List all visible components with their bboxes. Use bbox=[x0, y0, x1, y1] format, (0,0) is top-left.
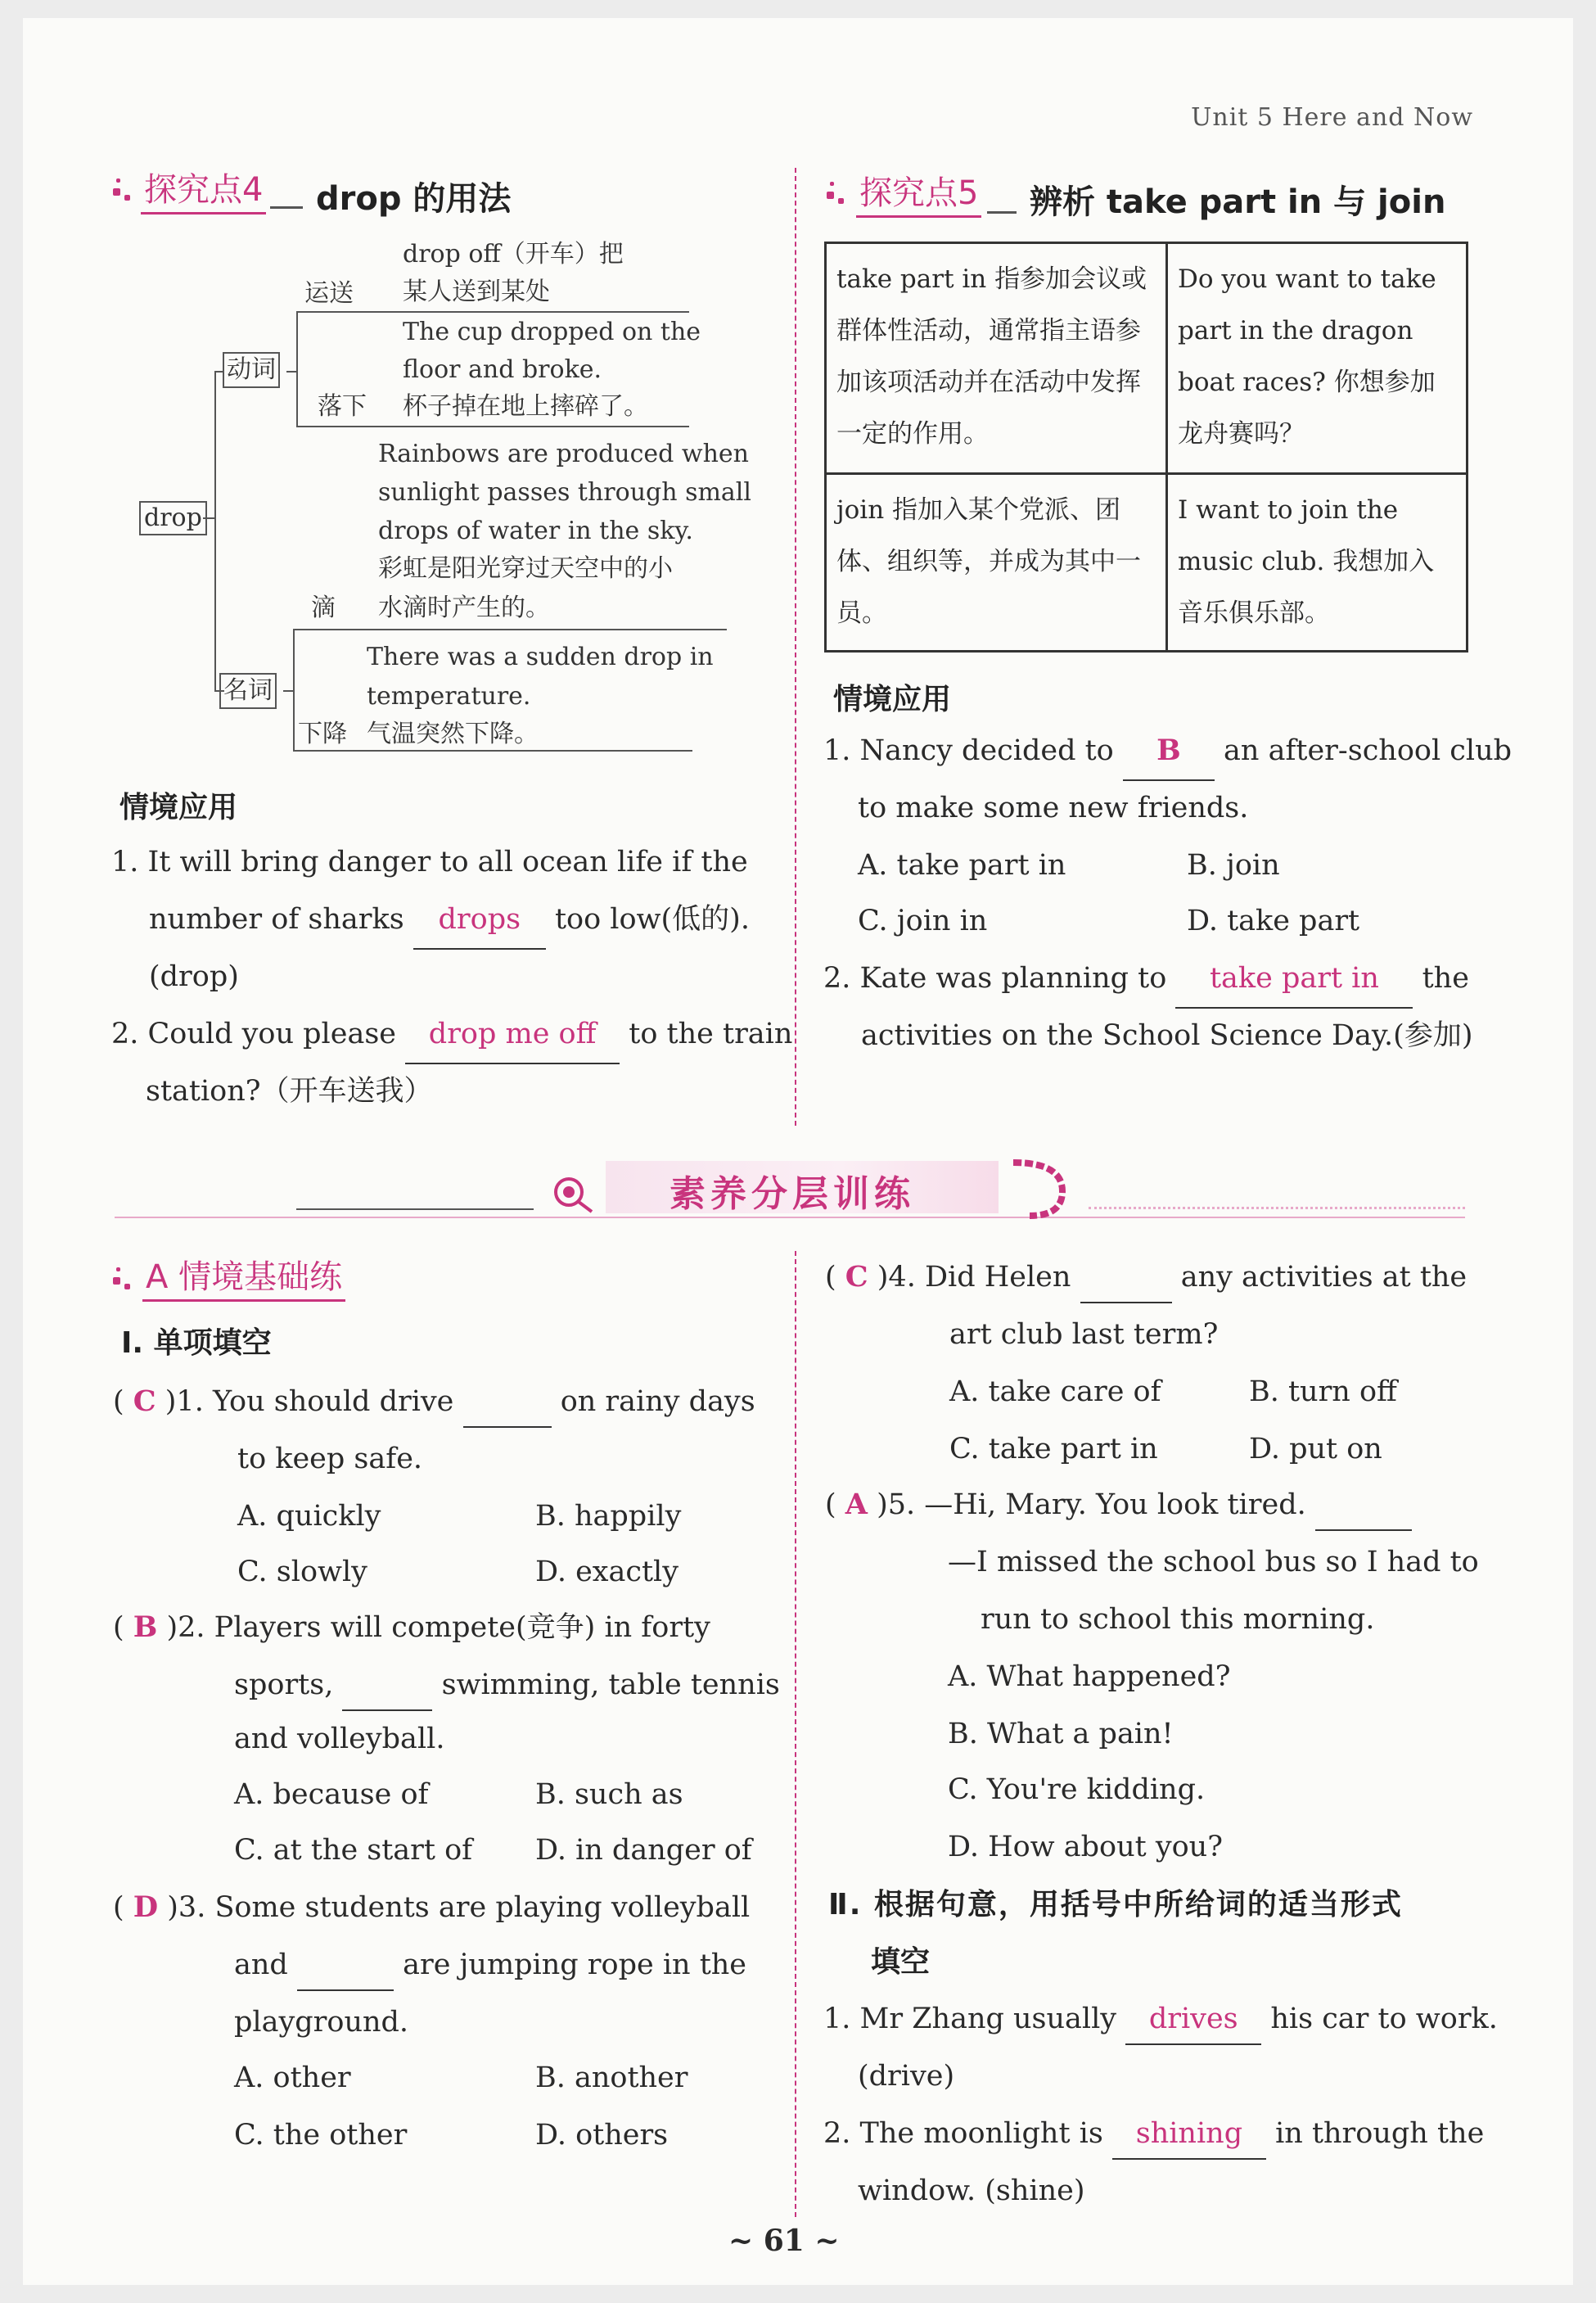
q1-text-post: an after-school club bbox=[1224, 734, 1513, 767]
option-d: D. exactly bbox=[535, 1556, 679, 1588]
q2-text-post: the bbox=[1422, 962, 1469, 995]
apply-left-q2-line1 bbox=[111, 1005, 792, 1064]
option-d: D. take part bbox=[1187, 905, 1360, 937]
q-text: —I missed the school bus so I had to bbox=[948, 1546, 1479, 1578]
magnifier-icon bbox=[544, 1171, 602, 1217]
option-c: C. the other bbox=[234, 2119, 408, 2152]
q-text: on rainy days bbox=[560, 1385, 755, 1418]
page-number: ~ 61 ~ bbox=[728, 2224, 840, 2258]
part2-q2 bbox=[823, 2109, 1484, 2160]
explore-tag-5: 探究点5 bbox=[856, 167, 981, 218]
noun-example-1b: sunlight passes through small bbox=[378, 478, 751, 507]
verb-meaning-2: 落下 bbox=[318, 392, 367, 421]
q1-answer: B bbox=[1123, 722, 1215, 781]
q-text: any activities at the bbox=[1180, 1261, 1468, 1294]
banner-swirl-icon bbox=[1005, 1154, 1079, 1220]
p2q1-answer: drives bbox=[1125, 1994, 1261, 2045]
q-text: 1. Mr Zhang usually bbox=[823, 2003, 1117, 2035]
option-c: C. join in bbox=[858, 905, 988, 937]
noun-example-1a: Rainbows are produced when bbox=[378, 440, 749, 468]
q-text: playground. bbox=[234, 2006, 409, 2039]
question-2: ( B )2. Players will compete(竞争) in forty bbox=[113, 1610, 710, 1644]
q1-text-pre: number of sharks bbox=[149, 903, 404, 936]
apply-heading-right: 情境应用 bbox=[833, 683, 952, 716]
noun-meaning-2: 下降 bbox=[298, 720, 347, 748]
option-a: A. take part in bbox=[858, 849, 1066, 882]
apply-left-q2-line2: station?（开车送我） bbox=[146, 1075, 433, 1108]
option-d: D. How about you? bbox=[948, 1831, 1223, 1863]
q-text: window. (shine) bbox=[858, 2174, 1085, 2207]
q-text: run to school this morning. bbox=[981, 1603, 1375, 1636]
noun-example-2b: temperature. bbox=[367, 682, 531, 711]
answer-letter: B bbox=[133, 1610, 158, 1644]
q-text: 1. You should drive bbox=[176, 1385, 454, 1418]
q2-text-pre: 2. Kate was planning to bbox=[823, 962, 1167, 995]
option-a: A. other bbox=[234, 2061, 351, 2094]
answer-letter: C bbox=[133, 1384, 156, 1418]
answer-letter: A bbox=[845, 1488, 868, 1521]
table-cell: Do you want to take part in the dragon boat races? 你想参加龙舟赛吗？ bbox=[1167, 243, 1468, 474]
noun-example-2a: There was a sudden drop in bbox=[367, 643, 714, 671]
q-text: and volleyball. bbox=[234, 1723, 445, 1755]
noun-example-1d: 彩虹是阳光穿过天空中的小 bbox=[378, 554, 673, 583]
section-marker-icon bbox=[113, 1267, 133, 1292]
apply-right-q1-line1 bbox=[823, 722, 1512, 781]
q2-answer: drop me off bbox=[405, 1005, 620, 1064]
section-marker-icon bbox=[827, 182, 846, 206]
option-d: D. put on bbox=[1249, 1433, 1382, 1465]
part2-heading-cont: 填空 bbox=[871, 1945, 931, 1979]
noun-example-1c: drops of water in the sky. bbox=[378, 517, 693, 545]
apply-right-q2-line2: activities on the School Science Day.(参加) bbox=[861, 1019, 1473, 1052]
p2q2-answer: shining bbox=[1112, 2109, 1266, 2160]
q-text: (drive) bbox=[858, 2060, 955, 2093]
question-3: ( D )3. Some students are playing volleyball bbox=[113, 1890, 751, 1924]
answer-letter: D bbox=[133, 1890, 159, 1924]
q-text: 5. —Hi, Mary. You look tired. bbox=[887, 1488, 1306, 1521]
table-cell: I want to join the music club. 我想加入音乐俱乐部。 bbox=[1167, 474, 1468, 652]
question-5: ( A )5. —Hi, Mary. You look tired. bbox=[825, 1480, 1412, 1531]
banner-rule-left bbox=[296, 1208, 534, 1210]
verb-example-1b: 某人送到某处 bbox=[403, 278, 550, 306]
q-text: are jumping rope in the bbox=[403, 1949, 747, 1981]
answer-letter: C bbox=[845, 1260, 868, 1294]
apply-right-q2-line1 bbox=[823, 950, 1469, 1009]
question-1: ( C )1. You should drive on rainy days bbox=[113, 1377, 755, 1428]
q-text: and bbox=[234, 1949, 288, 1981]
q-text: sports, bbox=[234, 1669, 334, 1701]
q2-answer: take part in bbox=[1175, 950, 1413, 1009]
option-c: C. take part in bbox=[949, 1433, 1158, 1465]
explore-title-5: 辨析 take part in 与 join bbox=[1030, 183, 1446, 221]
running-header: Unit 5 Here and Now bbox=[1191, 103, 1473, 132]
option-b: B. happily bbox=[535, 1500, 682, 1533]
q-text: art club last term? bbox=[949, 1318, 1219, 1351]
noun-label: 名词 bbox=[219, 673, 277, 709]
apply-right-q1-line2: to make some new friends. bbox=[858, 792, 1249, 824]
q-text: to keep safe. bbox=[237, 1443, 423, 1475]
option-b: B. join bbox=[1187, 849, 1280, 882]
banner-title: 素养分层训练 bbox=[670, 1173, 915, 1215]
apply-left-q1-line2 bbox=[149, 891, 750, 950]
option-a: A. because of bbox=[234, 1778, 429, 1811]
q-text: 3. Some students are playing volleyball bbox=[178, 1891, 751, 1924]
explore-title-4: drop 的用法 bbox=[316, 180, 512, 218]
apply-heading-left: 情境应用 bbox=[119, 791, 238, 824]
table-cell: join 指加入某个党派、团体、组织等，并成为其中一员。 bbox=[826, 474, 1167, 652]
table-cell: take part in 指参加会议或群体性活动，通常指主语参加该项活动并在活动中发挥一定的作用。 bbox=[826, 243, 1167, 474]
q2-text-pre: 2. Could you please bbox=[111, 1018, 397, 1050]
q2-text-post: to the train bbox=[629, 1018, 793, 1050]
q-text: his car to work. bbox=[1270, 2003, 1498, 2035]
option-a: A. quickly bbox=[237, 1500, 381, 1533]
apply-left-q1-line1: 1. It will bring danger to all ocean life if the bbox=[111, 846, 748, 878]
column-divider-bottom bbox=[795, 1251, 796, 2217]
option-c: C. You're kidding. bbox=[948, 1773, 1206, 1806]
section-a-tag: A 情境基础练 bbox=[142, 1251, 345, 1302]
option-b: B. turn off bbox=[1249, 1375, 1397, 1408]
option-c: C. at the start of bbox=[234, 1834, 473, 1867]
verb-example-2b: floor and broke. bbox=[403, 355, 602, 384]
q-text: 2. The moonlight is bbox=[823, 2117, 1103, 2150]
q-text-line bbox=[234, 1940, 746, 1991]
option-d: D. others bbox=[535, 2119, 669, 2152]
option-d: D. in danger of bbox=[535, 1834, 752, 1867]
q-text-line bbox=[234, 1660, 780, 1711]
noun-example-2c: 气温突然下降。 bbox=[367, 720, 539, 748]
part1-heading: Ⅰ. 单项填空 bbox=[121, 1326, 272, 1360]
q1-answer: drops bbox=[413, 891, 546, 950]
q1-text-pre: 1. Nancy decided to bbox=[823, 734, 1114, 767]
part2-q1 bbox=[823, 1994, 1498, 2045]
column-divider-top bbox=[795, 168, 796, 1126]
option-b: B. such as bbox=[535, 1778, 683, 1811]
comparison-table bbox=[824, 242, 1468, 653]
option-b: B. another bbox=[535, 2061, 688, 2094]
banner-rule bbox=[115, 1217, 1465, 1218]
noun-example-1e: 水滴时产生的。 bbox=[378, 594, 550, 622]
verb-meaning-1: 运送 bbox=[304, 279, 354, 308]
banner-dotted bbox=[1089, 1207, 1465, 1209]
question-4: ( C )4. Did Helen any activities at the bbox=[825, 1253, 1467, 1303]
option-a: A. What happened? bbox=[948, 1660, 1231, 1693]
option-b: B. What a pain! bbox=[948, 1718, 1174, 1750]
verb-example-2a: The cup dropped on the bbox=[403, 318, 701, 346]
q-text: 2. Players will compete(竞争) in forty bbox=[178, 1611, 710, 1644]
q-text: 4. Did Helen bbox=[888, 1261, 1071, 1294]
apply-left-q1-line3: (drop) bbox=[149, 960, 239, 993]
explore-tag-4: 探究点4 bbox=[141, 164, 266, 214]
verb-example-2c: 杯子掉在地上摔碎了。 bbox=[403, 392, 648, 421]
q1-text-post: too low(低的). bbox=[554, 903, 750, 936]
section-marker-icon bbox=[113, 178, 133, 203]
part2-heading: Ⅱ. 根据句意，用括号中所给词的适当形式 bbox=[828, 1888, 1403, 1921]
option-a: A. take care of bbox=[949, 1375, 1161, 1408]
verb-label: 动词 bbox=[223, 352, 280, 388]
noun-meaning-1: 滴 bbox=[311, 594, 336, 622]
root-word: drop bbox=[139, 501, 207, 535]
q-text: in through the bbox=[1275, 2117, 1485, 2150]
option-c: C. slowly bbox=[237, 1556, 367, 1588]
verb-example-1a: drop off（开车）把 bbox=[403, 240, 624, 269]
q-text: swimming, table tennis bbox=[441, 1669, 780, 1701]
